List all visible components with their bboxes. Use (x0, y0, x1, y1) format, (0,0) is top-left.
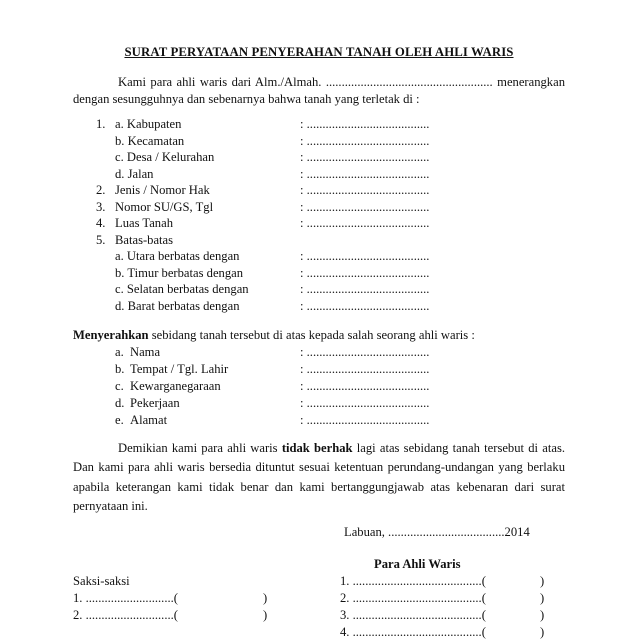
closing-paragraph (73, 439, 565, 516)
field-letter: e. (115, 413, 124, 427)
item-fill: : ....................................... (300, 133, 430, 148)
item-fill: : ....................................... (300, 216, 430, 230)
closing-part1: Demikian kami para ahli waris (118, 441, 282, 455)
witness-close: ) (263, 591, 268, 605)
transfer-bold: Menyerahkan (73, 328, 149, 342)
item-label: a. Utara berbatas dengan (115, 249, 240, 263)
item-fill: : ....................................... (300, 150, 430, 164)
witness-title: Saksi-saksi (73, 574, 130, 588)
heir-number: 4. (340, 625, 350, 639)
list-item (0, 232, 638, 249)
item-label: d. Jalan (115, 166, 154, 181)
field-fill: : ....................................... (300, 413, 430, 427)
item-fill: : ....................................... (300, 183, 430, 197)
field-letter: a. (115, 345, 124, 359)
intro-paragraph: Kami para ahli waris dari Alm./Almah. ..................................................... menerangkan dengan sesungguhnya dan sebenarnya bahwa tanah yang terletak di : (73, 75, 565, 106)
closing-text (73, 439, 565, 516)
list-item (340, 607, 486, 624)
list-item (340, 624, 486, 641)
heir-dots: .........................................( (352, 608, 486, 622)
place-date: Labuan, .....................................2014 (344, 525, 530, 539)
witness-number: 2. (73, 608, 83, 622)
heir-number: 3. (340, 608, 350, 622)
item-fill: : ....................................... (300, 265, 430, 280)
list-item (0, 378, 638, 395)
heir-number: 2. (340, 591, 350, 605)
list-item (0, 182, 638, 199)
heir-close: ) (540, 625, 545, 639)
item-label: Jenis / Nomor Hak (115, 183, 210, 197)
item-fill: : ....................................... (300, 117, 430, 131)
list-item (0, 149, 638, 166)
heir-number: 1. (340, 574, 350, 588)
field-label: Kewarganegaraan (130, 379, 221, 393)
list-item (0, 199, 638, 216)
field-letter: c. (115, 379, 124, 393)
field-label: Nama (130, 345, 161, 359)
item-fill: : ....................................... (300, 298, 430, 313)
field-label: Tempat / Tgl. Lahir (130, 362, 229, 376)
list-item (0, 281, 638, 298)
item-label: b. Timur berbatas dengan (115, 265, 244, 280)
list-item (340, 590, 486, 607)
item-label: Luas Tanah (115, 216, 173, 230)
item-fill: : ....................................... (300, 166, 430, 181)
heir-close: ) (540, 608, 545, 622)
heir-dots: .........................................( (352, 574, 486, 588)
list-item (0, 361, 638, 378)
witness-close: ) (263, 608, 268, 622)
item-number: 5. (96, 232, 106, 247)
item-label: Batas-batas (115, 232, 174, 247)
witness-dots: ............................( (85, 591, 178, 605)
item-fill: : ....................................... (300, 282, 430, 296)
list-item (0, 344, 638, 361)
field-fill: : ....................................... (300, 362, 430, 376)
list-item (0, 166, 638, 183)
heir-dots: .........................................( (352, 625, 486, 639)
field-fill: : ....................................... (300, 345, 430, 359)
field-fill: : ....................................... (300, 396, 430, 410)
list-item (0, 298, 638, 315)
list-item (0, 133, 638, 150)
transfer-statement (73, 327, 475, 344)
item-label: Nomor SU/GS, Tgl (115, 199, 214, 214)
closing-bold: tidak berhak (281, 441, 353, 455)
list-item (340, 573, 486, 590)
heirs-title: Para Ahli Waris (374, 557, 461, 571)
heir-dots: .........................................( (352, 591, 486, 605)
heir-close: ) (540, 574, 545, 588)
field-fill: : ....................................... (300, 379, 430, 393)
field-letter: d. (115, 396, 125, 410)
document-title: SURAT PERYATAAN PENYERAHAN TANAH OLEH AHLI WARIS (124, 45, 514, 59)
closing-part2: lagi atas sebidang tanah tersebut di atas. Dan kami para ahli waris bersedia dituntut sesuai ketentuan perundang-undangan yang berlaku apabila keterangan kami tidak benar dan kami bertanggungjawab atas kebenaran dari surat pernyataan ini. (73, 441, 566, 513)
item-number: 2. (96, 183, 106, 197)
transfer-text: sebidang tanah tersebut di atas kepada salah seorang ahli waris : (148, 328, 475, 342)
item-label: a. Kabupaten (115, 117, 182, 131)
item-label: c. Desa / Kelurahan (115, 150, 215, 164)
list-item (73, 590, 178, 607)
list-item (0, 116, 638, 133)
list-item (0, 265, 638, 282)
item-number: 3. (96, 199, 106, 214)
item-label: b. Kecamatan (115, 133, 185, 148)
item-fill: : ....................................... (300, 249, 430, 263)
list-item (0, 412, 638, 429)
item-fill: : ....................................... (300, 199, 430, 214)
witness-number: 1. (73, 591, 83, 605)
list-item (73, 607, 178, 624)
field-label: Pekerjaan (130, 396, 180, 410)
item-number: 1. (96, 117, 106, 131)
item-number: 4. (96, 216, 106, 230)
witness-dots: ............................( (85, 608, 178, 622)
item-label: d. Barat berbatas dengan (115, 298, 240, 313)
list-item (0, 395, 638, 412)
item-label: c. Selatan berbatas dengan (115, 282, 249, 296)
heir-close: ) (540, 591, 545, 605)
list-item (0, 248, 638, 265)
field-label: Alamat (130, 413, 168, 427)
list-item (0, 215, 638, 232)
field-letter: b. (115, 362, 125, 376)
